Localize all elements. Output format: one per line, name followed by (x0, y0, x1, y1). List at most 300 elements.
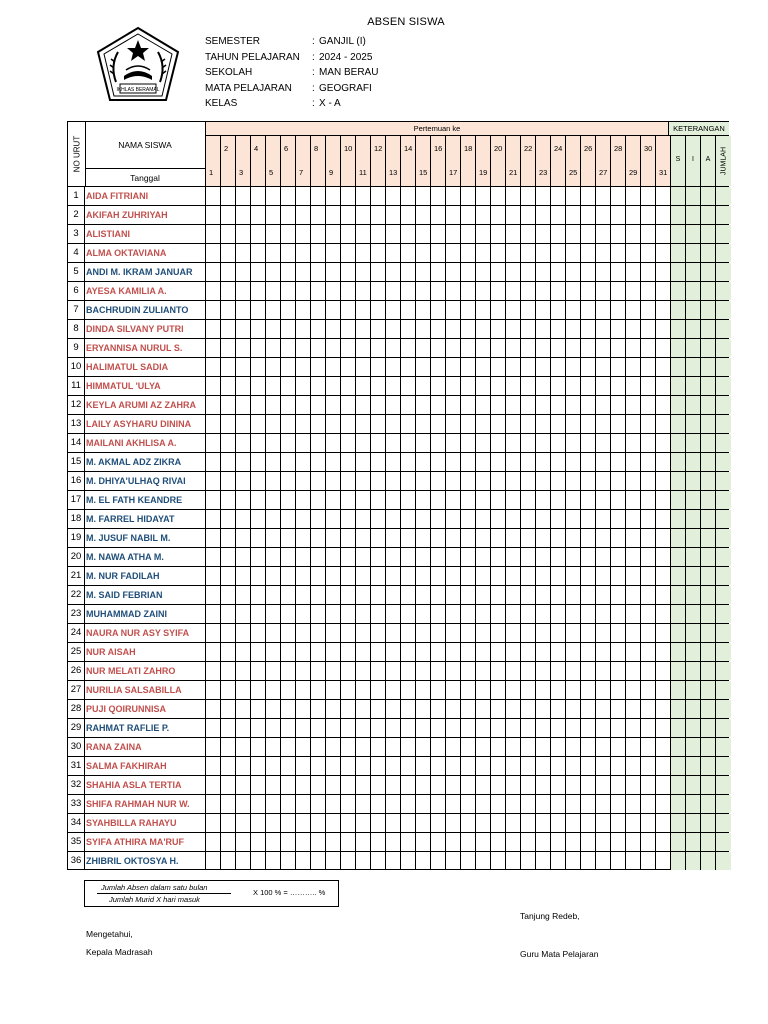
attendance-cell[interactable] (580, 586, 595, 604)
attendance-cell[interactable] (310, 624, 325, 642)
keterangan-cell[interactable] (685, 244, 700, 262)
attendance-cell[interactable] (280, 472, 295, 490)
attendance-cell[interactable] (355, 415, 370, 433)
attendance-cell[interactable] (295, 776, 310, 794)
attendance-cell[interactable] (445, 738, 460, 756)
attendance-cell[interactable] (655, 681, 670, 699)
attendance-cell[interactable] (340, 586, 355, 604)
keterangan-cell[interactable] (670, 491, 685, 509)
attendance-cell[interactable] (325, 263, 340, 281)
attendance-cell[interactable] (355, 833, 370, 851)
attendance-cell[interactable] (265, 415, 280, 433)
attendance-cell[interactable] (205, 396, 220, 414)
attendance-cell[interactable] (415, 320, 430, 338)
attendance-cell[interactable] (625, 339, 640, 357)
attendance-cell[interactable] (400, 643, 415, 661)
attendance-cell[interactable] (415, 206, 430, 224)
attendance-cell[interactable] (610, 757, 625, 775)
attendance-cell[interactable] (490, 320, 505, 338)
attendance-cell[interactable] (535, 738, 550, 756)
attendance-cell[interactable] (340, 282, 355, 300)
attendance-cell[interactable] (295, 453, 310, 471)
attendance-cell[interactable] (580, 567, 595, 585)
attendance-cell[interactable] (310, 187, 325, 205)
attendance-cell[interactable] (250, 263, 265, 281)
attendance-cell[interactable] (310, 301, 325, 319)
attendance-cell[interactable] (430, 681, 445, 699)
keterangan-cell[interactable] (700, 358, 715, 376)
attendance-cell[interactable] (385, 548, 400, 566)
attendance-cell[interactable] (655, 529, 670, 547)
attendance-cell[interactable] (550, 586, 565, 604)
keterangan-cell[interactable] (670, 415, 685, 433)
attendance-cell[interactable] (595, 472, 610, 490)
attendance-cell[interactable] (310, 605, 325, 623)
attendance-cell[interactable] (265, 472, 280, 490)
keterangan-cell[interactable] (700, 643, 715, 661)
attendance-cell[interactable] (325, 282, 340, 300)
attendance-cell[interactable] (520, 567, 535, 585)
keterangan-cell[interactable] (715, 282, 731, 300)
attendance-cell[interactable] (565, 187, 580, 205)
attendance-cell[interactable] (280, 244, 295, 262)
attendance-cell[interactable] (265, 206, 280, 224)
attendance-cell[interactable] (370, 434, 385, 452)
attendance-cell[interactable] (370, 529, 385, 547)
attendance-cell[interactable] (595, 624, 610, 642)
attendance-cell[interactable] (415, 738, 430, 756)
attendance-cell[interactable] (595, 548, 610, 566)
attendance-cell[interactable] (235, 814, 250, 832)
attendance-cell[interactable] (325, 833, 340, 851)
attendance-cell[interactable] (325, 643, 340, 661)
attendance-cell[interactable] (625, 396, 640, 414)
attendance-cell[interactable] (415, 510, 430, 528)
attendance-cell[interactable] (535, 681, 550, 699)
attendance-cell[interactable] (355, 529, 370, 547)
keterangan-cell[interactable] (685, 187, 700, 205)
attendance-cell[interactable] (520, 681, 535, 699)
attendance-cell[interactable] (250, 510, 265, 528)
attendance-cell[interactable] (475, 833, 490, 851)
attendance-cell[interactable] (610, 339, 625, 357)
attendance-cell[interactable] (400, 624, 415, 642)
attendance-cell[interactable] (355, 510, 370, 528)
attendance-cell[interactable] (565, 453, 580, 471)
attendance-cell[interactable] (550, 415, 565, 433)
attendance-cell[interactable] (355, 643, 370, 661)
attendance-cell[interactable] (415, 605, 430, 623)
attendance-cell[interactable] (295, 852, 310, 870)
attendance-cell[interactable] (250, 529, 265, 547)
attendance-cell[interactable] (655, 852, 670, 870)
attendance-cell[interactable] (505, 586, 520, 604)
attendance-cell[interactable] (280, 301, 295, 319)
attendance-cell[interactable] (445, 681, 460, 699)
keterangan-cell[interactable] (700, 605, 715, 623)
attendance-cell[interactable] (235, 434, 250, 452)
attendance-cell[interactable] (385, 491, 400, 509)
attendance-cell[interactable] (640, 529, 655, 547)
attendance-cell[interactable] (445, 757, 460, 775)
attendance-cell[interactable] (490, 643, 505, 661)
attendance-cell[interactable] (205, 472, 220, 490)
attendance-cell[interactable] (205, 719, 220, 737)
attendance-cell[interactable] (415, 529, 430, 547)
attendance-cell[interactable] (310, 510, 325, 528)
attendance-cell[interactable] (580, 510, 595, 528)
attendance-cell[interactable] (490, 605, 505, 623)
attendance-cell[interactable] (460, 795, 475, 813)
attendance-cell[interactable] (400, 567, 415, 585)
attendance-cell[interactable] (235, 586, 250, 604)
attendance-cell[interactable] (490, 795, 505, 813)
attendance-cell[interactable] (595, 852, 610, 870)
attendance-cell[interactable] (475, 586, 490, 604)
attendance-cell[interactable] (595, 567, 610, 585)
attendance-cell[interactable] (280, 681, 295, 699)
attendance-cell[interactable] (355, 339, 370, 357)
attendance-cell[interactable] (505, 320, 520, 338)
attendance-cell[interactable] (490, 263, 505, 281)
attendance-cell[interactable] (640, 776, 655, 794)
attendance-cell[interactable] (370, 605, 385, 623)
attendance-cell[interactable] (310, 852, 325, 870)
attendance-cell[interactable] (655, 206, 670, 224)
attendance-cell[interactable] (220, 282, 235, 300)
attendance-cell[interactable] (400, 415, 415, 433)
attendance-cell[interactable] (655, 795, 670, 813)
attendance-cell[interactable] (355, 624, 370, 642)
attendance-cell[interactable] (640, 301, 655, 319)
attendance-cell[interactable] (460, 700, 475, 718)
attendance-cell[interactable] (445, 586, 460, 604)
attendance-cell[interactable] (580, 206, 595, 224)
attendance-cell[interactable] (460, 263, 475, 281)
attendance-cell[interactable] (325, 187, 340, 205)
attendance-cell[interactable] (265, 605, 280, 623)
attendance-cell[interactable] (625, 206, 640, 224)
attendance-cell[interactable] (340, 719, 355, 737)
keterangan-cell[interactable] (700, 567, 715, 585)
attendance-cell[interactable] (385, 453, 400, 471)
attendance-cell[interactable] (460, 453, 475, 471)
attendance-cell[interactable] (565, 415, 580, 433)
keterangan-cell[interactable] (700, 548, 715, 566)
attendance-cell[interactable] (580, 624, 595, 642)
keterangan-cell[interactable] (685, 624, 700, 642)
keterangan-cell[interactable] (700, 738, 715, 756)
attendance-cell[interactable] (580, 225, 595, 243)
attendance-cell[interactable] (595, 377, 610, 395)
attendance-cell[interactable] (415, 377, 430, 395)
attendance-cell[interactable] (415, 187, 430, 205)
attendance-cell[interactable] (475, 301, 490, 319)
attendance-cell[interactable] (385, 852, 400, 870)
attendance-cell[interactable] (535, 852, 550, 870)
attendance-cell[interactable] (610, 814, 625, 832)
attendance-cell[interactable] (655, 282, 670, 300)
attendance-cell[interactable] (205, 700, 220, 718)
attendance-cell[interactable] (355, 548, 370, 566)
attendance-cell[interactable] (400, 852, 415, 870)
attendance-cell[interactable] (370, 567, 385, 585)
attendance-cell[interactable] (520, 206, 535, 224)
attendance-cell[interactable] (340, 700, 355, 718)
attendance-cell[interactable] (535, 605, 550, 623)
attendance-cell[interactable] (520, 529, 535, 547)
attendance-cell[interactable] (325, 719, 340, 737)
attendance-cell[interactable] (520, 244, 535, 262)
attendance-cell[interactable] (340, 358, 355, 376)
attendance-cell[interactable] (505, 757, 520, 775)
attendance-cell[interactable] (385, 719, 400, 737)
attendance-cell[interactable] (355, 662, 370, 680)
attendance-cell[interactable] (445, 662, 460, 680)
attendance-cell[interactable] (550, 301, 565, 319)
attendance-cell[interactable] (535, 225, 550, 243)
attendance-cell[interactable] (250, 719, 265, 737)
keterangan-cell[interactable] (700, 434, 715, 452)
keterangan-cell[interactable] (685, 225, 700, 243)
keterangan-cell[interactable] (685, 852, 700, 870)
attendance-cell[interactable] (250, 244, 265, 262)
attendance-cell[interactable] (355, 700, 370, 718)
attendance-cell[interactable] (610, 586, 625, 604)
attendance-cell[interactable] (505, 491, 520, 509)
keterangan-cell[interactable] (685, 586, 700, 604)
attendance-cell[interactable] (460, 814, 475, 832)
attendance-cell[interactable] (535, 662, 550, 680)
attendance-cell[interactable] (370, 320, 385, 338)
keterangan-cell[interactable] (700, 662, 715, 680)
attendance-cell[interactable] (415, 301, 430, 319)
attendance-cell[interactable] (385, 757, 400, 775)
keterangan-cell[interactable] (715, 187, 731, 205)
attendance-cell[interactable] (220, 662, 235, 680)
attendance-cell[interactable] (550, 434, 565, 452)
attendance-cell[interactable] (340, 605, 355, 623)
keterangan-cell[interactable] (715, 358, 731, 376)
attendance-cell[interactable] (460, 377, 475, 395)
keterangan-cell[interactable] (670, 662, 685, 680)
keterangan-cell[interactable] (670, 757, 685, 775)
attendance-cell[interactable] (505, 795, 520, 813)
keterangan-cell[interactable] (685, 776, 700, 794)
attendance-cell[interactable] (430, 244, 445, 262)
attendance-cell[interactable] (340, 643, 355, 661)
attendance-cell[interactable] (280, 358, 295, 376)
attendance-cell[interactable] (400, 320, 415, 338)
attendance-cell[interactable] (400, 833, 415, 851)
keterangan-cell[interactable] (700, 852, 715, 870)
attendance-cell[interactable] (640, 814, 655, 832)
attendance-cell[interactable] (490, 301, 505, 319)
attendance-cell[interactable] (550, 700, 565, 718)
attendance-cell[interactable] (490, 282, 505, 300)
attendance-cell[interactable] (475, 681, 490, 699)
keterangan-cell[interactable] (685, 434, 700, 452)
attendance-cell[interactable] (220, 719, 235, 737)
attendance-cell[interactable] (370, 225, 385, 243)
attendance-cell[interactable] (505, 852, 520, 870)
attendance-cell[interactable] (640, 491, 655, 509)
attendance-cell[interactable] (580, 396, 595, 414)
attendance-cell[interactable] (625, 225, 640, 243)
attendance-cell[interactable] (385, 358, 400, 376)
attendance-cell[interactable] (535, 282, 550, 300)
attendance-cell[interactable] (550, 396, 565, 414)
attendance-cell[interactable] (640, 472, 655, 490)
keterangan-cell[interactable] (700, 396, 715, 414)
attendance-cell[interactable] (565, 814, 580, 832)
attendance-cell[interactable] (520, 719, 535, 737)
attendance-cell[interactable] (340, 852, 355, 870)
attendance-cell[interactable] (250, 852, 265, 870)
attendance-cell[interactable] (490, 700, 505, 718)
attendance-cell[interactable] (595, 719, 610, 737)
attendance-cell[interactable] (340, 434, 355, 452)
attendance-cell[interactable] (205, 206, 220, 224)
attendance-cell[interactable] (325, 510, 340, 528)
keterangan-cell[interactable] (715, 548, 731, 566)
attendance-cell[interactable] (490, 719, 505, 737)
attendance-cell[interactable] (400, 757, 415, 775)
attendance-cell[interactable] (595, 244, 610, 262)
attendance-cell[interactable] (655, 624, 670, 642)
attendance-cell[interactable] (235, 396, 250, 414)
keterangan-cell[interactable] (670, 244, 685, 262)
attendance-cell[interactable] (535, 700, 550, 718)
keterangan-cell[interactable] (685, 662, 700, 680)
attendance-cell[interactable] (220, 738, 235, 756)
attendance-cell[interactable] (655, 339, 670, 357)
attendance-cell[interactable] (610, 662, 625, 680)
attendance-cell[interactable] (610, 510, 625, 528)
attendance-cell[interactable] (265, 225, 280, 243)
attendance-cell[interactable] (445, 396, 460, 414)
attendance-cell[interactable] (205, 833, 220, 851)
attendance-cell[interactable] (340, 662, 355, 680)
attendance-cell[interactable] (295, 624, 310, 642)
attendance-cell[interactable] (610, 282, 625, 300)
attendance-cell[interactable] (595, 833, 610, 851)
attendance-cell[interactable] (415, 396, 430, 414)
attendance-cell[interactable] (625, 510, 640, 528)
attendance-cell[interactable] (580, 453, 595, 471)
attendance-cell[interactable] (220, 681, 235, 699)
attendance-cell[interactable] (370, 396, 385, 414)
attendance-cell[interactable] (385, 187, 400, 205)
attendance-cell[interactable] (265, 814, 280, 832)
attendance-cell[interactable] (295, 738, 310, 756)
attendance-cell[interactable] (490, 206, 505, 224)
attendance-cell[interactable] (580, 415, 595, 433)
attendance-cell[interactable] (595, 757, 610, 775)
attendance-cell[interactable] (415, 225, 430, 243)
attendance-cell[interactable] (205, 624, 220, 642)
attendance-cell[interactable] (595, 396, 610, 414)
keterangan-cell[interactable] (715, 567, 731, 585)
keterangan-cell[interactable] (715, 510, 731, 528)
attendance-cell[interactable] (490, 833, 505, 851)
attendance-cell[interactable] (580, 852, 595, 870)
attendance-cell[interactable] (610, 301, 625, 319)
attendance-cell[interactable] (415, 700, 430, 718)
attendance-cell[interactable] (445, 358, 460, 376)
attendance-cell[interactable] (355, 263, 370, 281)
attendance-cell[interactable] (265, 358, 280, 376)
attendance-cell[interactable] (505, 510, 520, 528)
attendance-cell[interactable] (400, 491, 415, 509)
attendance-cell[interactable] (340, 757, 355, 775)
attendance-cell[interactable] (415, 852, 430, 870)
attendance-cell[interactable] (475, 263, 490, 281)
keterangan-cell[interactable] (700, 225, 715, 243)
attendance-cell[interactable] (235, 833, 250, 851)
attendance-cell[interactable] (385, 776, 400, 794)
keterangan-cell[interactable] (670, 567, 685, 585)
attendance-cell[interactable] (235, 529, 250, 547)
attendance-cell[interactable] (415, 833, 430, 851)
attendance-cell[interactable] (565, 681, 580, 699)
attendance-cell[interactable] (220, 301, 235, 319)
attendance-cell[interactable] (520, 263, 535, 281)
attendance-cell[interactable] (280, 282, 295, 300)
attendance-cell[interactable] (295, 510, 310, 528)
keterangan-cell[interactable] (715, 681, 731, 699)
attendance-cell[interactable] (280, 738, 295, 756)
attendance-cell[interactable] (280, 795, 295, 813)
attendance-cell[interactable] (235, 852, 250, 870)
attendance-cell[interactable] (475, 187, 490, 205)
attendance-cell[interactable] (550, 244, 565, 262)
attendance-cell[interactable] (295, 586, 310, 604)
attendance-cell[interactable] (445, 795, 460, 813)
attendance-cell[interactable] (430, 567, 445, 585)
attendance-cell[interactable] (655, 833, 670, 851)
attendance-cell[interactable] (385, 738, 400, 756)
attendance-cell[interactable] (460, 852, 475, 870)
attendance-cell[interactable] (295, 263, 310, 281)
attendance-cell[interactable] (415, 776, 430, 794)
attendance-cell[interactable] (655, 700, 670, 718)
attendance-cell[interactable] (595, 434, 610, 452)
attendance-cell[interactable] (325, 358, 340, 376)
attendance-cell[interactable] (460, 681, 475, 699)
attendance-cell[interactable] (415, 244, 430, 262)
keterangan-cell[interactable] (670, 510, 685, 528)
attendance-cell[interactable] (430, 624, 445, 642)
attendance-cell[interactable] (355, 776, 370, 794)
attendance-cell[interactable] (595, 662, 610, 680)
attendance-cell[interactable] (505, 529, 520, 547)
attendance-cell[interactable] (520, 491, 535, 509)
attendance-cell[interactable] (205, 415, 220, 433)
attendance-cell[interactable] (640, 833, 655, 851)
attendance-cell[interactable] (310, 681, 325, 699)
attendance-cell[interactable] (205, 529, 220, 547)
attendance-cell[interactable] (265, 586, 280, 604)
attendance-cell[interactable] (505, 434, 520, 452)
attendance-cell[interactable] (355, 719, 370, 737)
attendance-cell[interactable] (490, 244, 505, 262)
keterangan-cell[interactable] (670, 776, 685, 794)
attendance-cell[interactable] (415, 491, 430, 509)
attendance-cell[interactable] (490, 339, 505, 357)
attendance-cell[interactable] (355, 814, 370, 832)
attendance-cell[interactable] (265, 434, 280, 452)
